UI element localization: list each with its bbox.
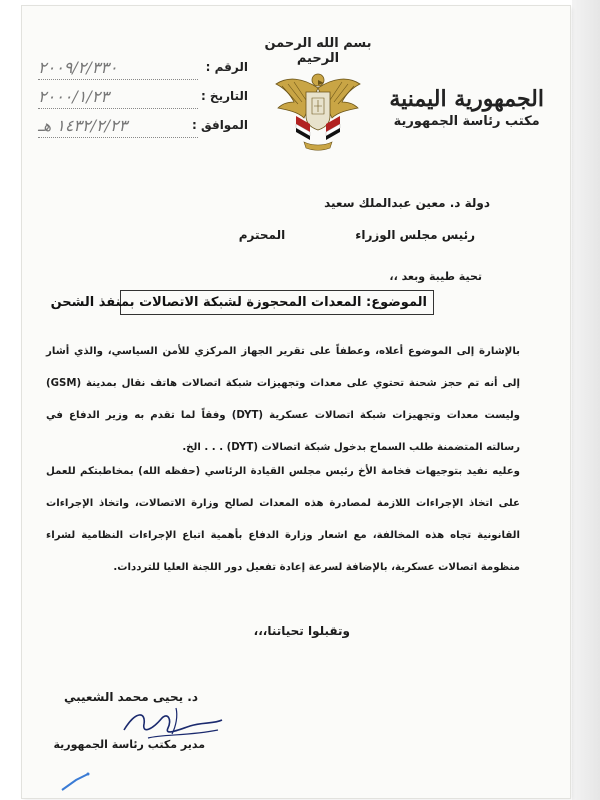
- ref-date-value: ٢٠٠٠/١/٢٣: [38, 87, 109, 106]
- body-paragraph: بالإشارة إلى الموضوع أعلاه، وعطفاً على تقرير الجهاز المركزي للأمن السياسي، والذي أشار إلى أنه تم حجز شحنة تحتوي على معدات وتجهيزات شبكة اتصالات هاتف نقال بمدينة (GSM) وليست معدات وتجهيزات شبكة اتصالات عسكرية (DYT) وفقاً لما تقدم به وزير الدفاع في رسالته المتضمنة طلب السماح بدخول شبكة اتصالات (DYT) . . . الخ.: [46, 346, 520, 453]
- addressee-title-line: [239, 228, 475, 242]
- greeting: تحية طيبة وبعد ،،: [389, 270, 482, 283]
- office-name: مكتب رئاسة الجمهورية: [393, 114, 540, 129]
- ref-date-label: التاريخ :: [200, 89, 248, 103]
- country-name: الجمهورية اليمنية: [389, 86, 544, 112]
- signatory-name: د. يحيى محمد الشعيبي: [63, 690, 198, 704]
- pen-mark-icon: [58, 772, 94, 792]
- basmala: بسم الله الرحمن الرحيم: [264, 36, 372, 66]
- organization-header: [389, 86, 544, 129]
- body-paragraph: وعليه نفيد بتوجيهات فخامة الأخ رئيس مجلس القيادة الرئاسي (حفظه الله) بمخاطبتكم للعمل على اتخاذ الإجراءات اللازمة لمصادرة هذه المعدات لصالح وزارة الاتصالات، واتخاذ الإجراءات القانونية تجاه هذه المخالفة، مع اشعار وزارة الدفاع بأهمية اتباع الإجراءات النظامية لشراء منظومة اتصالات عسكرية، بالإضافة لسرعة إعادة تفعيل دور اللجنة العليا للترددات.: [46, 466, 520, 573]
- ref-hijri-row: [38, 116, 248, 142]
- addressee-name: دولة د. معين عبدالملك سعيد: [324, 196, 490, 210]
- emblem: [258, 36, 378, 156]
- subject-line: الموضوع: المعدات المحجوزة لشبكة الاتصالات بمنفذ الشحن: [120, 290, 434, 315]
- signatory-title: مدير مكتب رئاسة الجمهورية: [53, 738, 205, 751]
- addressee-title: رئيس مجلس الوزراء: [355, 228, 475, 242]
- ref-hijri-label: الموافق :: [192, 118, 248, 132]
- closing-line: وتقبلوا تحياتنا،،،: [253, 624, 350, 638]
- addressee-honorific: المحترم: [238, 228, 286, 242]
- ref-number-label: الرقم :: [205, 60, 248, 74]
- ref-number-row: [38, 58, 248, 84]
- ref-date-row: [38, 87, 248, 113]
- ref-line: [38, 137, 198, 138]
- ref-line: [38, 79, 198, 80]
- scan-edge: [572, 0, 600, 800]
- reference-fields: [38, 58, 248, 145]
- eagle-emblem-icon: [258, 58, 378, 158]
- ref-hijri-value: ١٤٣٢/٢/٢٣ هـ: [38, 116, 128, 135]
- ref-number-value: ٢٠٠٩/٢/٣٣٠: [38, 58, 118, 77]
- ref-line: [38, 108, 198, 109]
